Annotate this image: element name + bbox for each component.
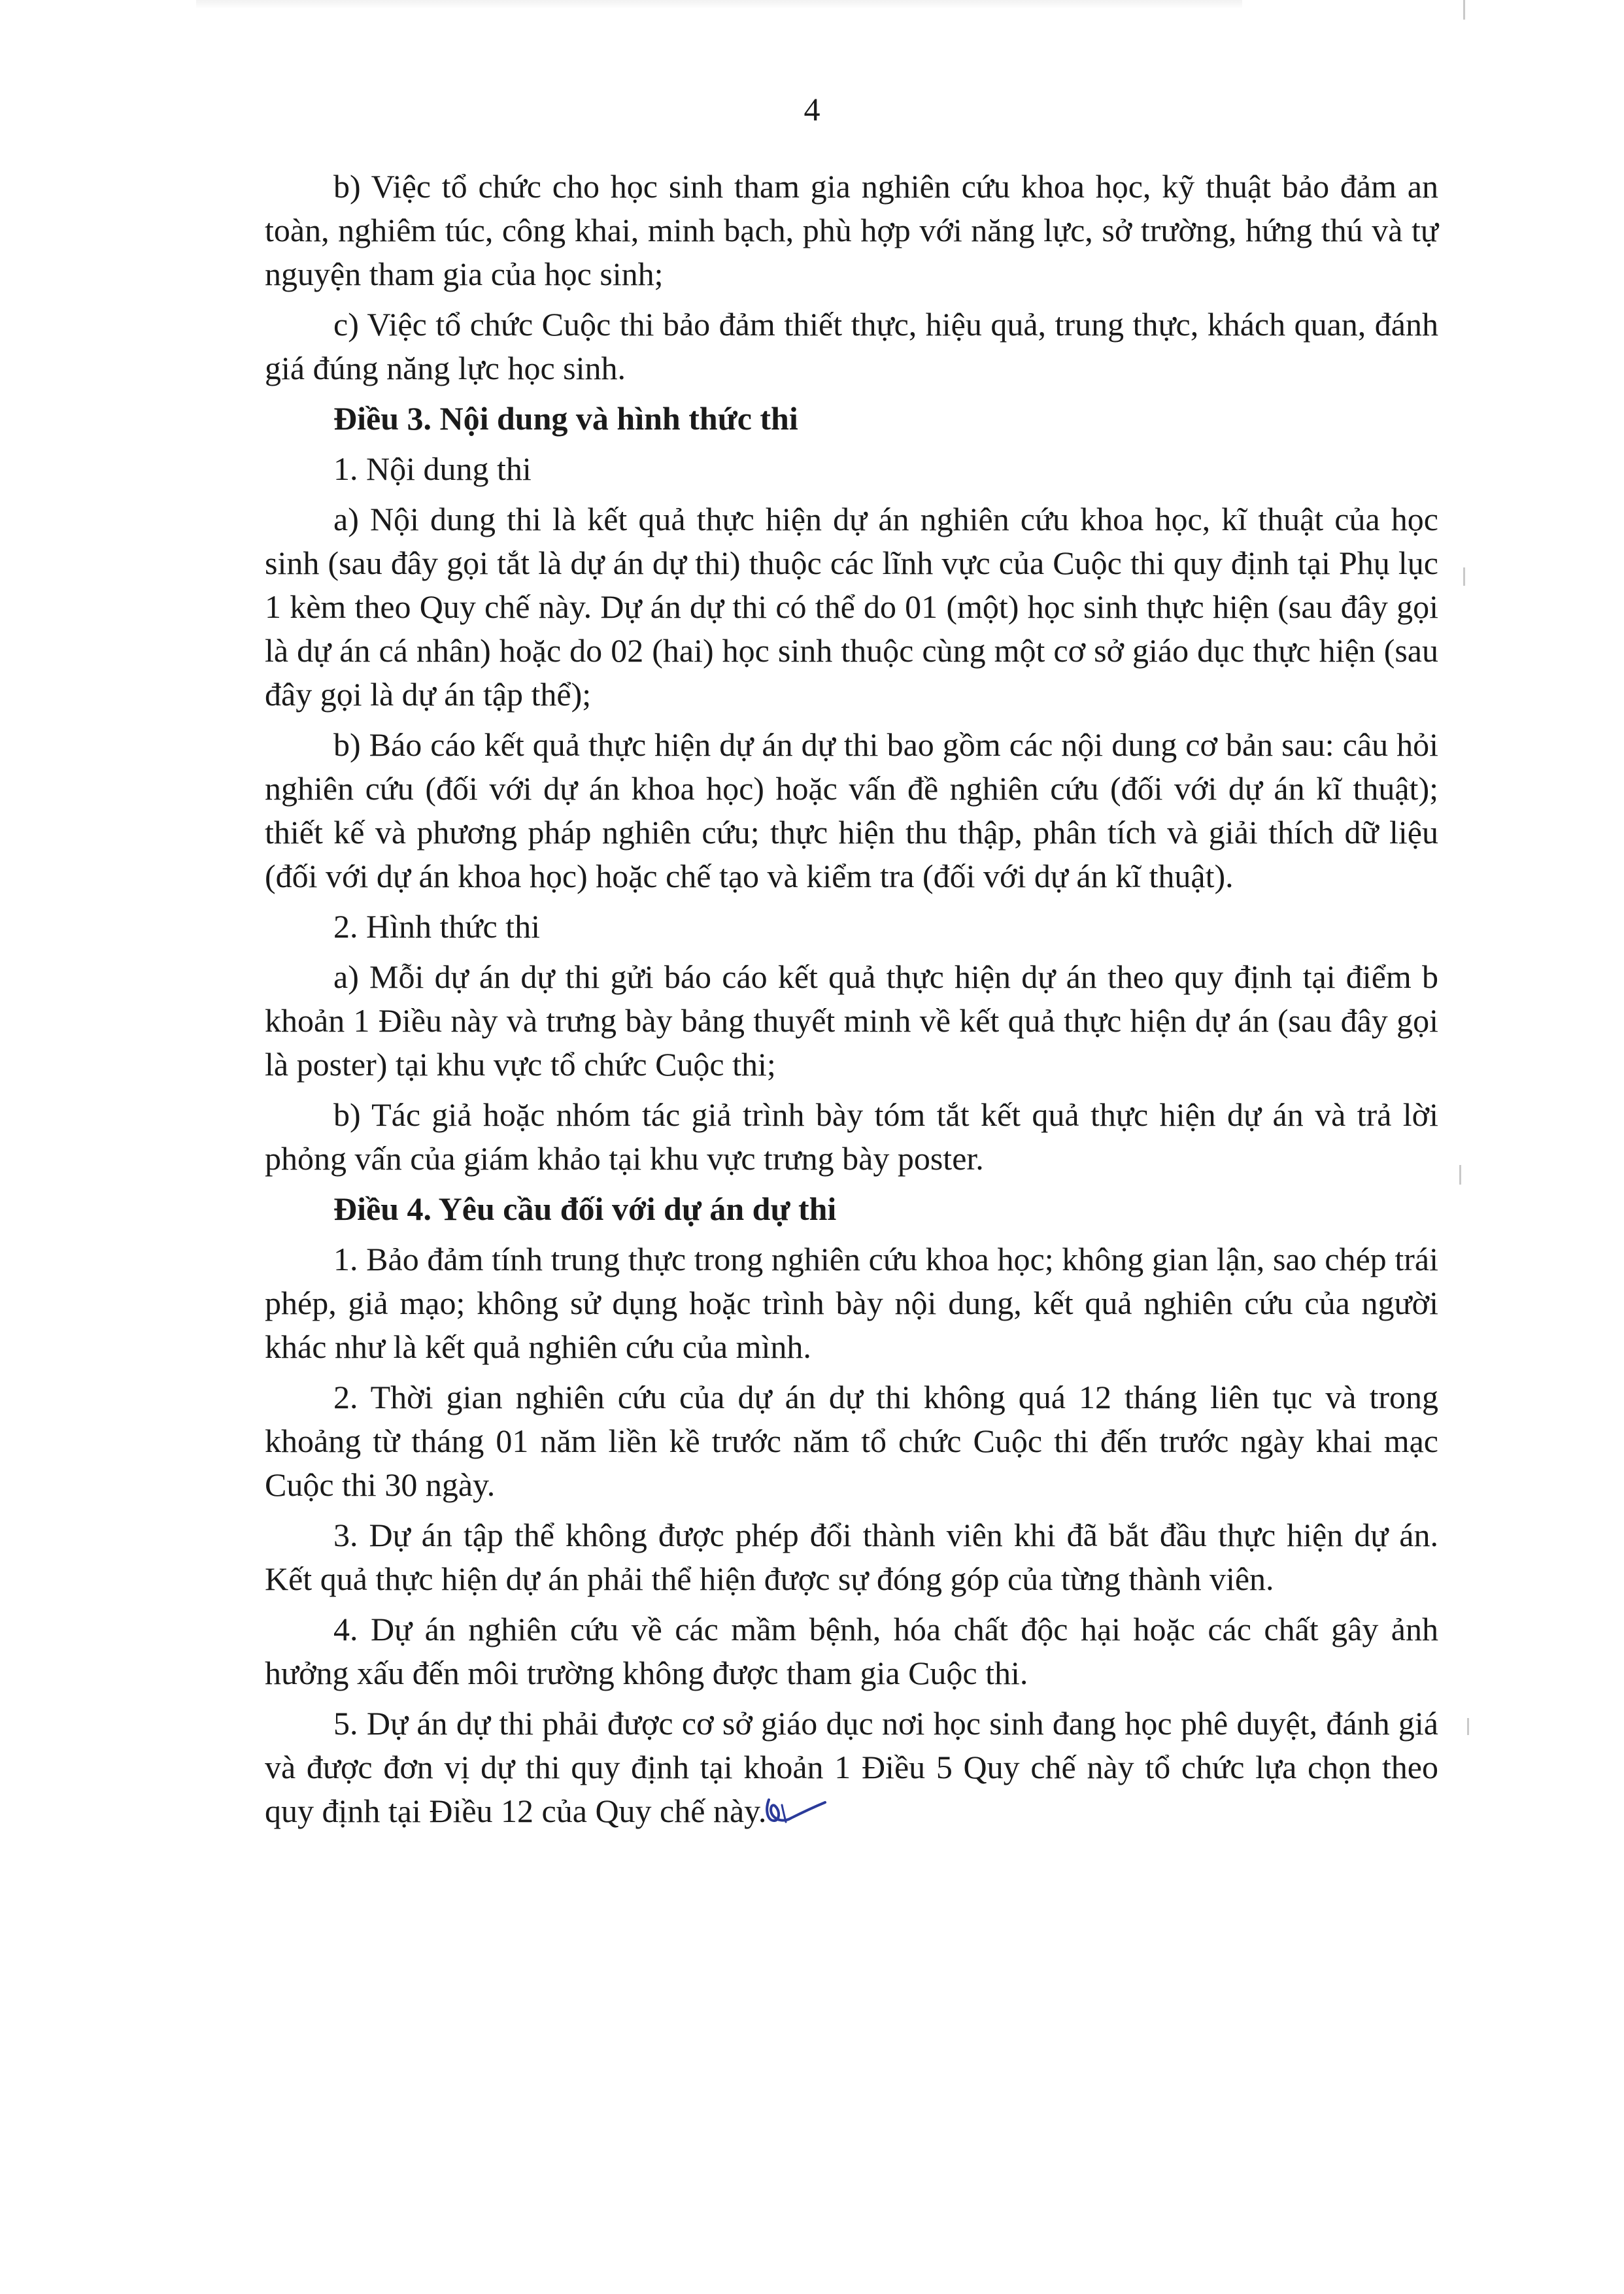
paragraph: c) Việc tổ chức Cuộc thi bảo đảm thiết thực, hiệu quả, trung thực, khách quan, đánh giá đúng năng lực học sinh. [265, 306, 1438, 386]
paragraph: b) Báo cáo kết quả thực hiện dự án dự thi bao gồm các nội dung cơ bản sau: câu hỏi nghiên cứu (đối với dự án khoa học) hoặc vấn đề nghiên cứu (đối với dự án kĩ thuật); thiết kế và phương pháp nghiên cứu; thực hiện thu thập, phân tích và giải thích dữ liệu (đối với dự án khoa học) hoặc chế tạo và kiểm tra (đối với dự án kĩ thuật). [265, 726, 1438, 894]
article-heading: Điều 3. Nội dung và hình thức thi [333, 400, 798, 437]
page-number: 4 [804, 91, 820, 127]
scan-mark [1463, 567, 1465, 586]
scan-mark [1459, 1165, 1461, 1185]
paragraph-text: 5. Dự án dự thi phải được cơ sở giáo dục nơi học sinh đang học phê duyệt, đánh giá và được đơn vị dự thi quy định tại khoản 1 Điều 5 Quy chế này tổ chức lựa chọn theo quy định tại Điều 12 của Quy chế này. [265, 1705, 1438, 1829]
handwritten-initials-icon [762, 1792, 828, 1831]
clause-heading: 2. Hình thức thi [333, 908, 540, 945]
paragraph: 3. Dự án tập thể không được phép đổi thành viên khi đã bắt đầu thực hiện dự án. Kết quả thực hiện dự án phải thể hiện được sự đóng góp của từng thành viên. [265, 1517, 1438, 1597]
final-paragraph [265, 1702, 1438, 1833]
clause-heading: 1. Nội dung thi [333, 450, 532, 487]
paragraph: b) Việc tổ chức cho học sinh tham gia nghiên cứu khoa học, kỹ thuật bảo đảm an toàn, nghiêm túc, công khai, minh bạch, phù hợp với năng lực, sở trường, hứng thú và tự nguyện tham gia của học sinh; [265, 168, 1438, 292]
scan-mark [1467, 1718, 1469, 1735]
paragraph: b) Tác giả hoặc nhóm tác giả trình bày tóm tắt kết quả thực hiện dự án và trả lời phỏng vấn của giám khảo tại khu vực trưng bày poster. [265, 1096, 1438, 1177]
paragraph: a) Nội dung thi là kết quả thực hiện dự án nghiên cứu khoa học, kĩ thuật của học sinh (sau đây gọi tắt là dự án dự thi) thuộc các lĩnh vực của Cuộc thi quy định tại Phụ lục 1 kèm theo Quy chế này. Dự án dự thi có thể do 01 (một) học sinh thực hiện (sau đây gọi là dự án cá nhân) hoặc do 02 (hai) học sinh thuộc cùng một cơ sở giáo dục thực hiện (sau đây gọi là dự án tập thể); [265, 501, 1438, 713]
paragraph: a) Mỗi dự án dự thi gửi báo cáo kết quả thực hiện dự án theo quy định tại điểm b khoản 1 Điều này và trưng bày bảng thuyết minh về kết quả thực hiện dự án (sau đây gọi là poster) tại khu vực tổ chức Cuộc thi; [265, 958, 1438, 1083]
scan-mark [1463, 0, 1465, 20]
paragraph: 2. Thời gian nghiên cứu của dự án dự thi không quá 12 tháng liên tục và trong khoảng từ tháng 01 năm liền kề trước năm tổ chức Cuộc thi đến trước ngày khai mạc Cuộc thi 30 ngày. [265, 1379, 1438, 1503]
paragraph: 1. Bảo đảm tính trung thực trong nghiên cứu khoa học; không gian lận, sao chép trái phép, giả mạo; không sử dụng hoặc trình bày nội dung, kết quả nghiên cứu của người khác như là kết quả nghiên cứu của mình. [265, 1241, 1438, 1365]
scan-edge-shadow [196, 0, 1242, 9]
document-body [265, 165, 1438, 1840]
paragraph: 4. Dự án nghiên cứu về các mầm bệnh, hóa chất độc hại hoặc các chất gây ảnh hưởng xấu đến môi trường không được tham gia Cuộc thi. [265, 1611, 1438, 1691]
article-heading: Điều 4. Yêu cầu đối với dự án dự thi [333, 1190, 837, 1227]
